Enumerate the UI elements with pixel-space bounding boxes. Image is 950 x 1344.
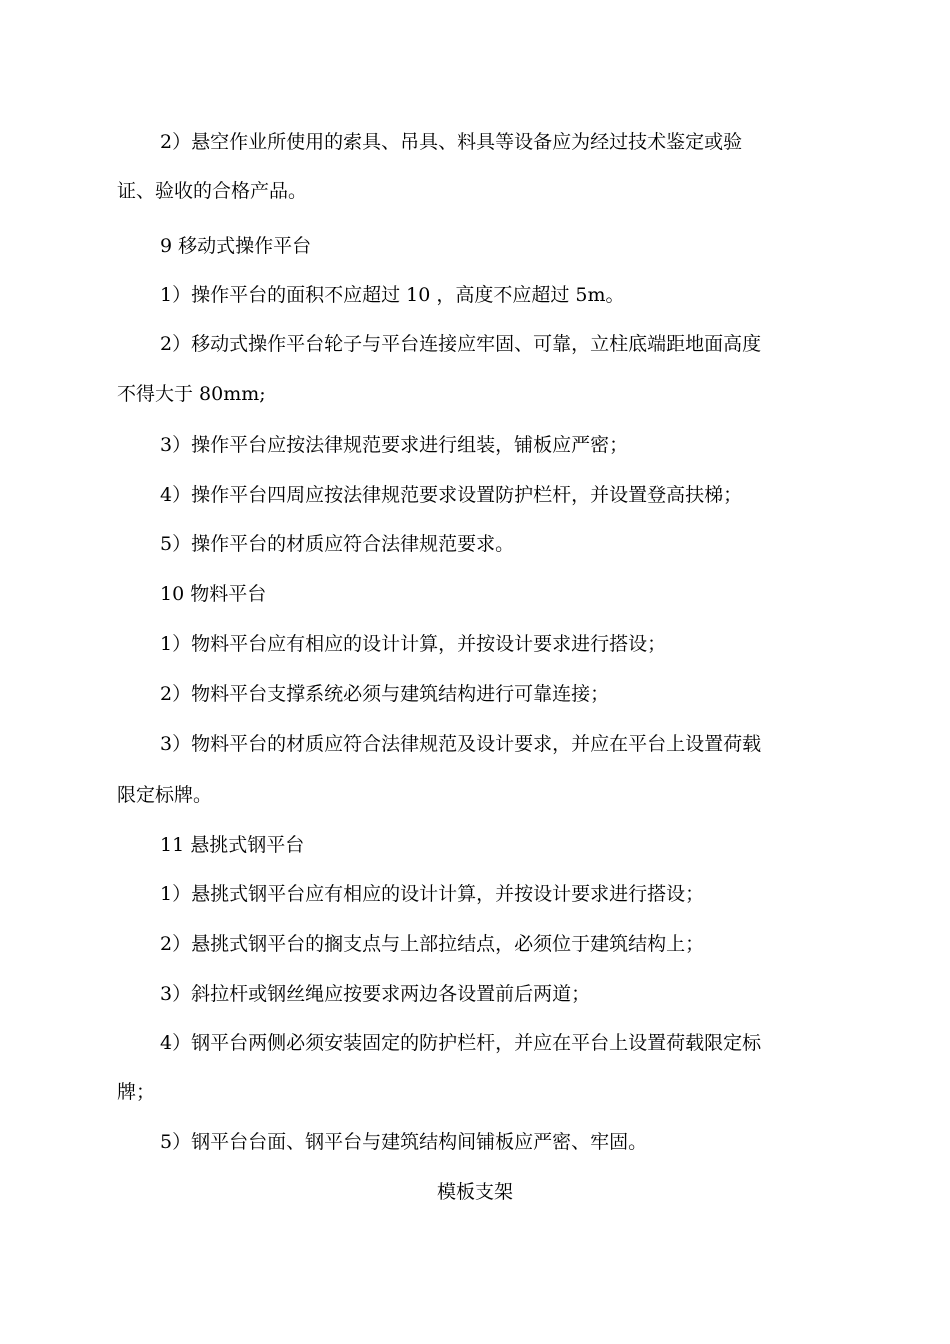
paragraph-line: 3）斜拉杆或钢丝绳应按要求两边各设置前后两道； bbox=[160, 983, 591, 1005]
paragraph-line: 2）移动式操作平台轮子与平台连接应牢固、可靠，立柱底端距地面高度 bbox=[160, 333, 762, 355]
paragraph-line: 4）钢平台两侧必须安装固定的防护栏杆，并应在平台上设置荷载限定标 bbox=[160, 1032, 762, 1054]
paragraph-line: 不得大于 80mm; bbox=[117, 383, 266, 405]
paragraph-line: 1）操作平台的面积不应超过 10 ，高度不应超过 5m。 bbox=[160, 284, 625, 306]
section-title: 模板支架 bbox=[436, 1181, 513, 1203]
paragraph-line: 4）操作平台四周应按法律规范要求设置防护栏杆，并设置登高扶梯； bbox=[160, 484, 743, 506]
paragraph-line: 3）物料平台的材质应符合法律规范及设计要求，并应在平台上设置荷载 bbox=[160, 733, 762, 755]
paragraph-line: 5）钢平台台面、钢平台与建筑结构间铺板应严密、牢固。 bbox=[160, 1131, 648, 1153]
section-heading: 10 物料平台 bbox=[160, 583, 267, 605]
paragraph-line: 2）物料平台支撑系统必须与建筑结构进行可靠连接； bbox=[160, 683, 610, 705]
paragraph-line: 限定标牌。 bbox=[117, 784, 213, 806]
paragraph-line: 2）悬空作业所使用的索具、吊具、料具等设备应为经过技术鉴定或验 bbox=[160, 131, 743, 153]
paragraph-line: 牌； bbox=[117, 1081, 156, 1103]
section-heading: 9 移动式操作平台 bbox=[160, 235, 312, 257]
paragraph-line: 5）操作平台的材质应符合法律规范要求。 bbox=[160, 533, 515, 555]
paragraph-line: 1）物料平台应有相应的设计计算，并按设计要求进行搭设； bbox=[160, 633, 667, 655]
section-heading: 11 悬挑式钢平台 bbox=[160, 834, 305, 856]
paragraph-line: 3）操作平台应按法律规范要求进行组装，铺板应严密； bbox=[160, 434, 629, 456]
paragraph-line: 1）悬挑式钢平台应有相应的设计计算，并按设计要求进行搭设； bbox=[160, 883, 705, 905]
paragraph-line: 2）悬挑式钢平台的搁支点与上部拉结点，必须位于建筑结构上； bbox=[160, 933, 705, 955]
paragraph-line: 证、验收的合格产品。 bbox=[117, 180, 308, 202]
